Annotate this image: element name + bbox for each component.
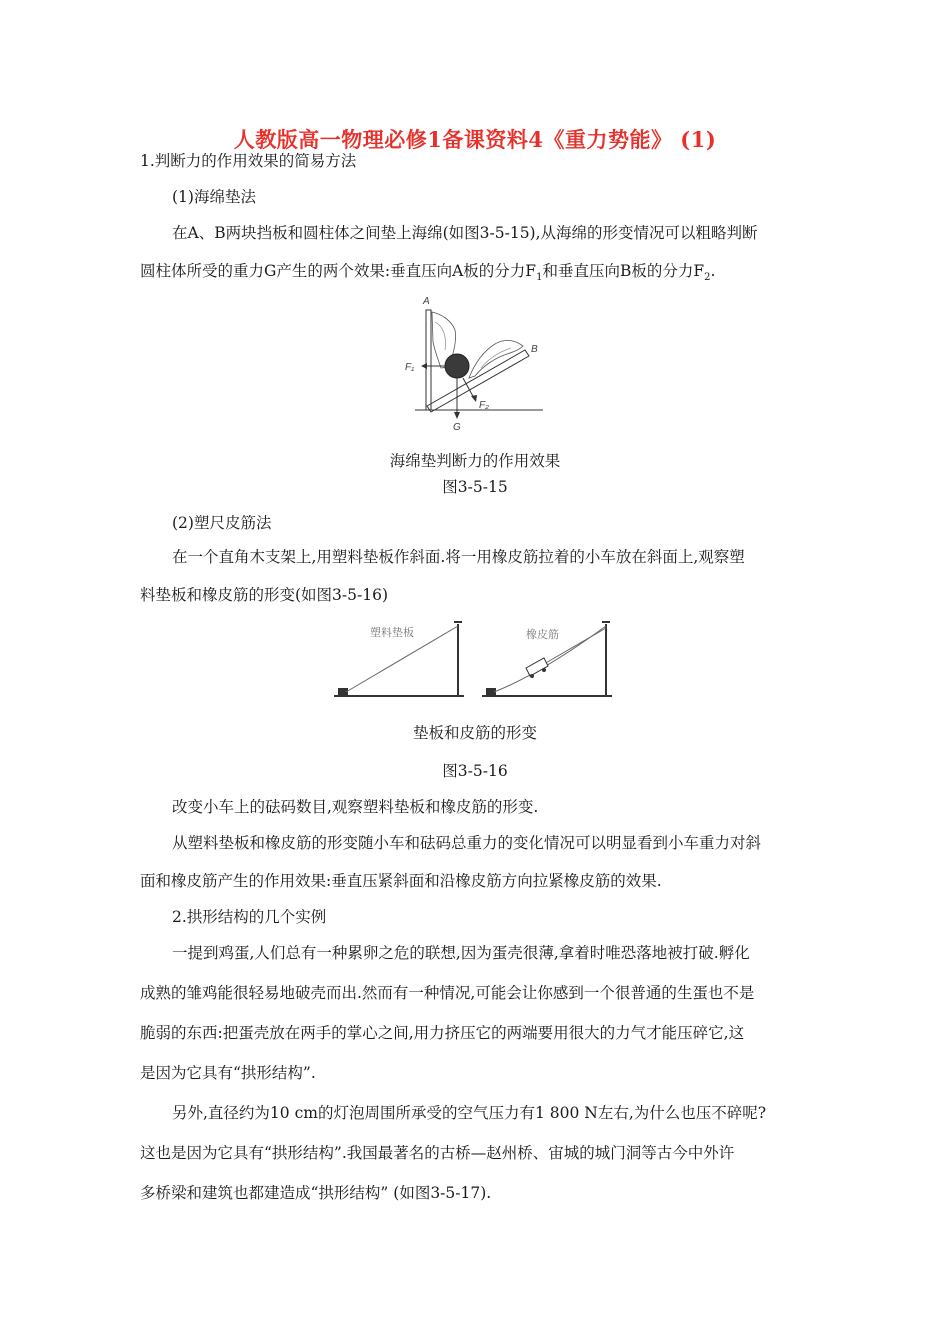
subscript: 2 bbox=[704, 272, 711, 284]
paragraph-line: 一提到鸡蛋,人们总有一种累卵之危的联想,因为蛋壳很薄,拿着时唯恐落地被打破.孵化 bbox=[172, 944, 750, 962]
figure-caption: 垫板和皮筋的形变 bbox=[412, 724, 537, 742]
paragraph-line: 另外,直径约为10 cm的灯泡周围所承受的空气压力有1 800 N左右,为什么也压不碎呢? bbox=[172, 1104, 767, 1122]
subsection-1-heading: (1)海绵垫法 bbox=[172, 188, 256, 206]
text-span: 圆柱体所受的重力G产生的两个效果:垂直压向A板的分力F bbox=[140, 262, 537, 280]
paragraph-line: 这也是因为它具有“拱形结构”.我国最著名的古桥—赵州桥、宙城的城门洞等古今中外许 bbox=[140, 1144, 735, 1162]
paragraph-line: 在A、B两块挡板和圆柱体之间垫上海绵(如图3-5-15),从海绵的形变情况可以粗略判断 bbox=[172, 224, 758, 242]
paragraph-line: 成熟的雏鸡能很轻易地破壳而出.然而有一种情况,可能会让你感到一个很普通的生蛋也不是 bbox=[140, 984, 755, 1002]
paragraph-line: 改变小车上的砝码数目,观察塑料垫板和橡皮筋的形变. bbox=[172, 798, 539, 816]
paragraph-line: 从塑料垫板和橡皮筋的形变随小车和砝码总重力的变化情况可以明显看到小车重力对斜 bbox=[172, 834, 762, 852]
label-plastic-board: 塑料垫板 bbox=[370, 626, 414, 639]
figure-caption: 海绵垫判断力的作用效果 bbox=[389, 452, 561, 470]
cart-icon bbox=[526, 658, 548, 678]
paragraph-line: 在一个直角木支架上,用塑料垫板作斜面.将一用橡皮筋拉着的小车放在斜面上,观察塑 bbox=[172, 548, 745, 566]
paragraph-line: 是因为它具有“拱形结构”. bbox=[140, 1064, 316, 1082]
label-rubber-band: 橡皮筋 bbox=[526, 628, 559, 641]
label-g: G bbox=[453, 422, 461, 432]
document-title: 人教版高一物理必修1备课资料4《重力势能》 (1) bbox=[233, 127, 717, 152]
paragraph-line: 多桥梁和建筑也都建造成“拱形结构” (如图3-5-17). bbox=[140, 1184, 492, 1202]
label-f1: F₁ bbox=[405, 362, 415, 373]
paragraph-line bbox=[140, 260, 715, 289]
cylinder-ball-icon bbox=[445, 354, 469, 378]
label-a: A bbox=[423, 296, 430, 307]
plate-b-icon bbox=[427, 350, 529, 412]
plate-a-icon bbox=[426, 310, 431, 410]
section-1-heading: 1.判断力的作用效果的简易方法 bbox=[140, 152, 357, 170]
text-span: 和垂直压向B板的分力F bbox=[542, 262, 705, 280]
sponge-figure bbox=[395, 292, 555, 432]
paragraph-line: 面和橡皮筋产生的作用效果:垂直压紧斜面和沿橡皮筋方向拉紧橡皮筋的效果. bbox=[140, 872, 662, 890]
figure-number: 图3-5-16 bbox=[442, 762, 508, 780]
board-band-figure bbox=[330, 612, 630, 704]
subscript: 1 bbox=[536, 272, 543, 284]
paragraph-line: 料垫板和橡皮筋的形变(如图3-5-16) bbox=[140, 586, 389, 604]
paragraph-line: 脆弱的东西:把蛋壳放在两手的掌心之间,用力挤压它的两端要用很大的力气才能压碎它,这 bbox=[140, 1024, 745, 1042]
label-b: B bbox=[531, 344, 538, 355]
figure-number: 图3-5-15 bbox=[442, 478, 508, 496]
subsection-2-heading: (2)塑尺皮筋法 bbox=[172, 514, 272, 532]
section-2-heading: 2.拱形结构的几个实例 bbox=[172, 908, 327, 926]
label-f2: F₂ bbox=[479, 400, 489, 411]
text-span: . bbox=[710, 262, 716, 280]
